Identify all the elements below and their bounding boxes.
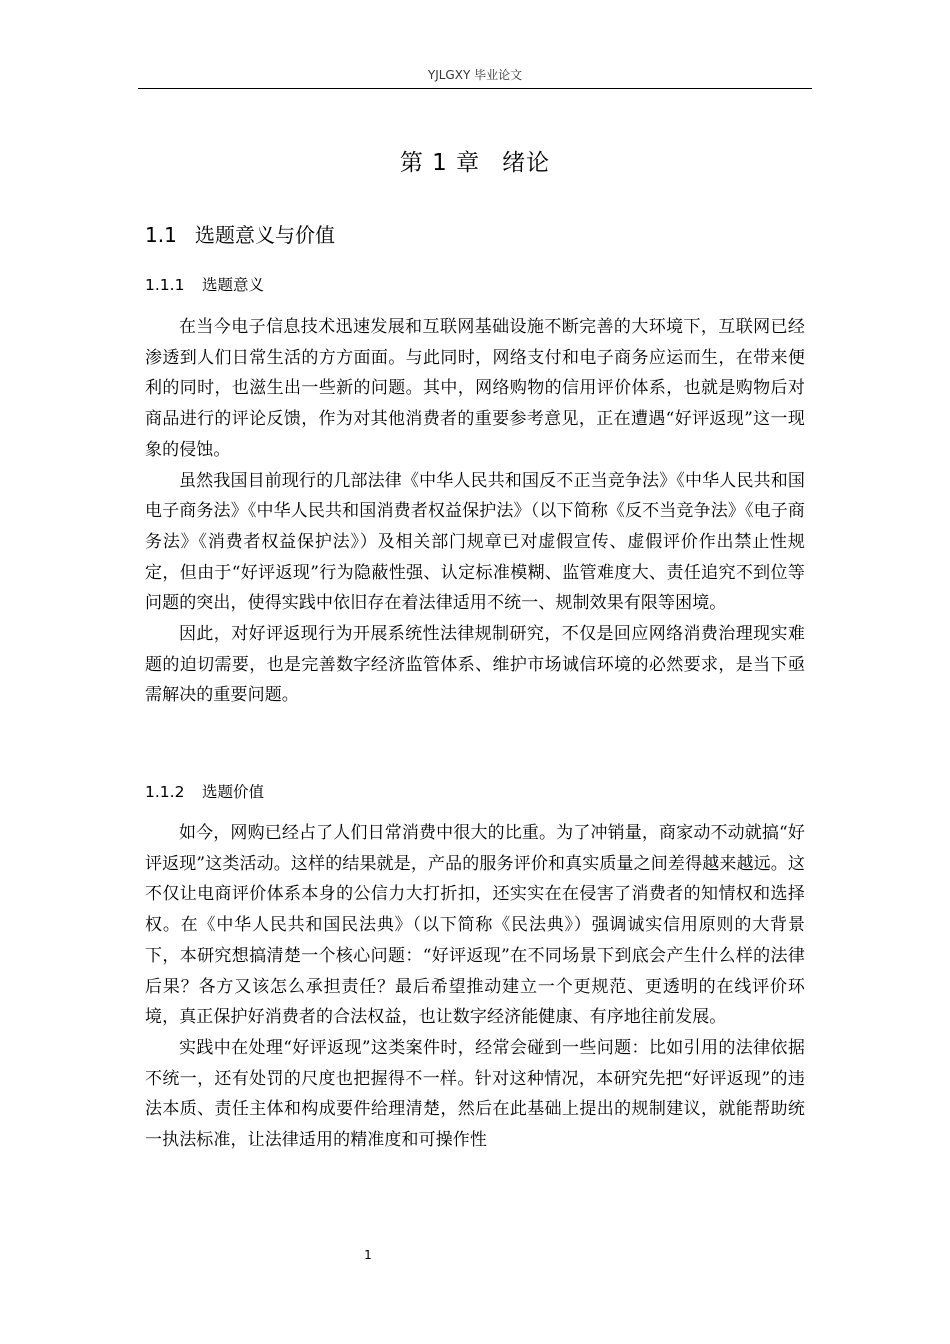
paragraph: 因此，对好评返现行为开展系统性法律规制研究，不仅是回应网络消费治理现实难题的迫切需要，也是完善数字经济监管体系、维护市场诚信环境的必然要求，是当下亟需解决的重要问题。 [145, 624, 805, 706]
section-heading-1-1 [145, 219, 335, 251]
subsection-number: 1.1.2 [145, 783, 185, 801]
section-title: 选题意义与价值 [195, 223, 335, 247]
subsection-body-1-1-1 [145, 312, 805, 711]
paragraph: 实践中在处理“好评返现”这类案件时，经常会碰到一些问题：比如引用的法律依据不统一，还有处罚的尺度也把握得不一样。针对这种情况，本研究先把“好评返现”的违法本质、责任主体和构成要件给理清楚，然后在此基础上提出的规制建议，就能帮助统一执法标准，让法律适用的精准度和可操作性 [145, 1037, 805, 1151]
section-number: 1.1 [145, 223, 177, 247]
subsection-heading-1-1-1 [145, 272, 264, 298]
header-rule [138, 88, 812, 89]
subsection-number: 1.1.1 [145, 276, 185, 294]
paragraph: 如今，网购已经占了人们日常消费中很大的比重。为了冲销量，商家动不动就搞“好评返现”这类活动。这样的结果就是，产品的服务评价和真实质量之间差得越来越远。这不仅让电商评价体系本身的公信力大打折扣，还实实在在侵害了消费者的知情权和选择权。在《中华人民共和国民法典》（以下简称《民法典》）强调诚实信用原则的大背景下，本研究想搞清楚一个核心问题：“好评返现”在不同场景下到底会产生什么样的法律后果？各方又该怎么承担责任？最后希望推动建立一个更规范、更透明的在线评价环境，真正保护好消费者的合法权益，也让数字经济能健康、有序地往前发展。 [145, 823, 805, 1028]
running-header: YJLGXY 毕业论文 [427, 68, 523, 82]
subsection-title: 选题意义 [202, 276, 265, 294]
chapter-heading [138, 145, 812, 181]
chapter-number: 第 1 章 [399, 150, 481, 176]
subsection-body-1-1-2 [145, 818, 805, 1156]
paragraph: 虽然我国目前现行的几部法律《中华人民共和国反不正当竞争法》《中华人民共和国电子商务法》《中华人民共和国消费者权益保护法》（以下简称《反不当竞争法》《电子商务法》《消费者权益保护法》）及相关部门规章已对虚假宣传、虚假评价作出禁止性规定，但由于“好评返现”行为隐蔽性强、认定标准模糊、监管难度大、责任追究不到位等问题的突出，使得实践中依旧存在着法律适用不统一、规制效果有限等困境。 [145, 470, 805, 614]
subsection-title: 选题价值 [202, 783, 265, 801]
page-number: 1 [364, 1248, 372, 1262]
subsection-heading-1-1-2 [145, 779, 264, 805]
paragraph: 在当今电子信息技术迅速发展和互联网基础设施不断完善的大环境下，互联网已经渗透到人们日常生活的方方面面。与此同时，网络支付和电子商务应运而生，在带来便利的同时，也滋生出一些新的问题。其中，网络购物的信用评价体系，也就是购物后对商品进行的评论反馈，作为对其他消费者的重要参考意见，正在遭遇“好评返现”这一现象的侵蚀。 [145, 317, 805, 460]
chapter-title: 绪论 [502, 150, 551, 176]
